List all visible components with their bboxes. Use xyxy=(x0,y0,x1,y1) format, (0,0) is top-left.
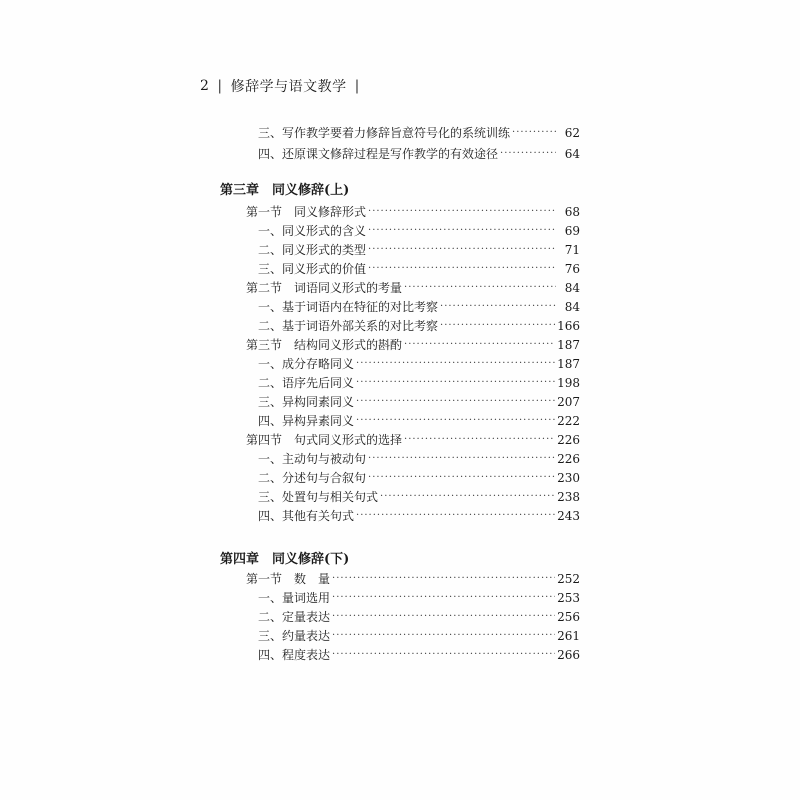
toc-entry: 三、同义形式的价值 ····· 76 xyxy=(258,260,580,278)
leader-dots xyxy=(332,589,555,607)
toc-entry: 四、其他有关句式 ····· 243 xyxy=(258,507,580,525)
toc-entry: 二、同义形式的类型 ····· 71 xyxy=(258,241,580,259)
header-separator: | xyxy=(217,78,223,94)
toc-section: 第二节 词语同义形式的考量 ····· 84 xyxy=(246,279,580,297)
toc-section: 第四节 句式同义形式的选择 ····· 226 xyxy=(246,431,580,449)
toc-entry: 三、写作教学要着力修辞旨意符号化的系统训练 ····· 62 xyxy=(258,124,580,142)
leader-dots xyxy=(404,279,556,297)
leader-dots xyxy=(512,124,556,142)
leader-dots xyxy=(440,298,556,316)
book-title: 修辞学与语文教学 xyxy=(230,79,347,95)
leader-dots xyxy=(356,393,555,411)
toc-entry: 二、定量表达 ····· 256 xyxy=(258,608,580,626)
toc-entry: 一、量词选用 ····· 253 xyxy=(258,589,580,607)
leader-dots xyxy=(368,222,556,240)
leader-dots xyxy=(332,627,555,645)
toc-section: 第一节 同义修辞形式 ····· 68 xyxy=(246,203,580,221)
page-number: 2 xyxy=(200,78,210,94)
toc-section: 第三节 结构同义形式的斟酌 ····· 187 xyxy=(246,336,580,354)
chapter-heading: 第四章 同义修辞(下) xyxy=(220,552,350,567)
chapter-heading: 第三章 同义修辞(上) xyxy=(220,183,350,198)
leader-dots xyxy=(332,646,555,664)
leader-dots xyxy=(368,469,555,487)
leader-dots xyxy=(404,431,555,449)
toc-entry: 二、语序先后同义 ····· 198 xyxy=(258,374,580,392)
leader-dots xyxy=(500,145,556,163)
toc-section: 第一节 数 量 ····· 252 xyxy=(246,570,580,588)
leader-dots xyxy=(332,608,555,626)
toc-entry: 三、处置句与相关句式 ····· 238 xyxy=(258,488,580,506)
leader-dots xyxy=(356,507,555,525)
toc-entry: 一、同义形式的含义 ····· 69 xyxy=(258,222,580,240)
leader-dots xyxy=(368,241,556,259)
leader-dots xyxy=(440,317,555,335)
toc-entry: 三、异构同素同义 ····· 207 xyxy=(258,393,580,411)
toc-entry: 四、程度表达 ····· 266 xyxy=(258,646,580,664)
toc-entry: 一、主动句与被动句 ····· 226 xyxy=(258,450,580,468)
running-header xyxy=(200,76,360,96)
toc-entry: 四、还原课文修辞过程是写作教学的有效途径 ····· 64 xyxy=(258,145,580,163)
leader-dots xyxy=(356,412,555,430)
leader-dots xyxy=(368,203,556,221)
leader-dots xyxy=(404,336,555,354)
toc-entry: 二、基于词语外部关系的对比考察 ····· 166 xyxy=(258,317,580,335)
toc-entry: 四、异构异素同义 ····· 222 xyxy=(258,412,580,430)
toc-entry: 三、约量表达 ····· 261 xyxy=(258,627,580,645)
header-separator: | xyxy=(354,78,360,94)
leader-dots xyxy=(368,260,556,278)
leader-dots xyxy=(380,488,555,506)
toc-entry: 一、成分存略同义 ····· 187 xyxy=(258,355,580,373)
leader-dots xyxy=(368,450,555,468)
leader-dots xyxy=(356,355,555,373)
leader-dots xyxy=(356,374,555,392)
toc-entry: 二、分述句与合叙句 ····· 230 xyxy=(258,469,580,487)
toc-entry: 一、基于词语内在特征的对比考察 ····· 84 xyxy=(258,298,580,316)
leader-dots xyxy=(332,570,555,588)
